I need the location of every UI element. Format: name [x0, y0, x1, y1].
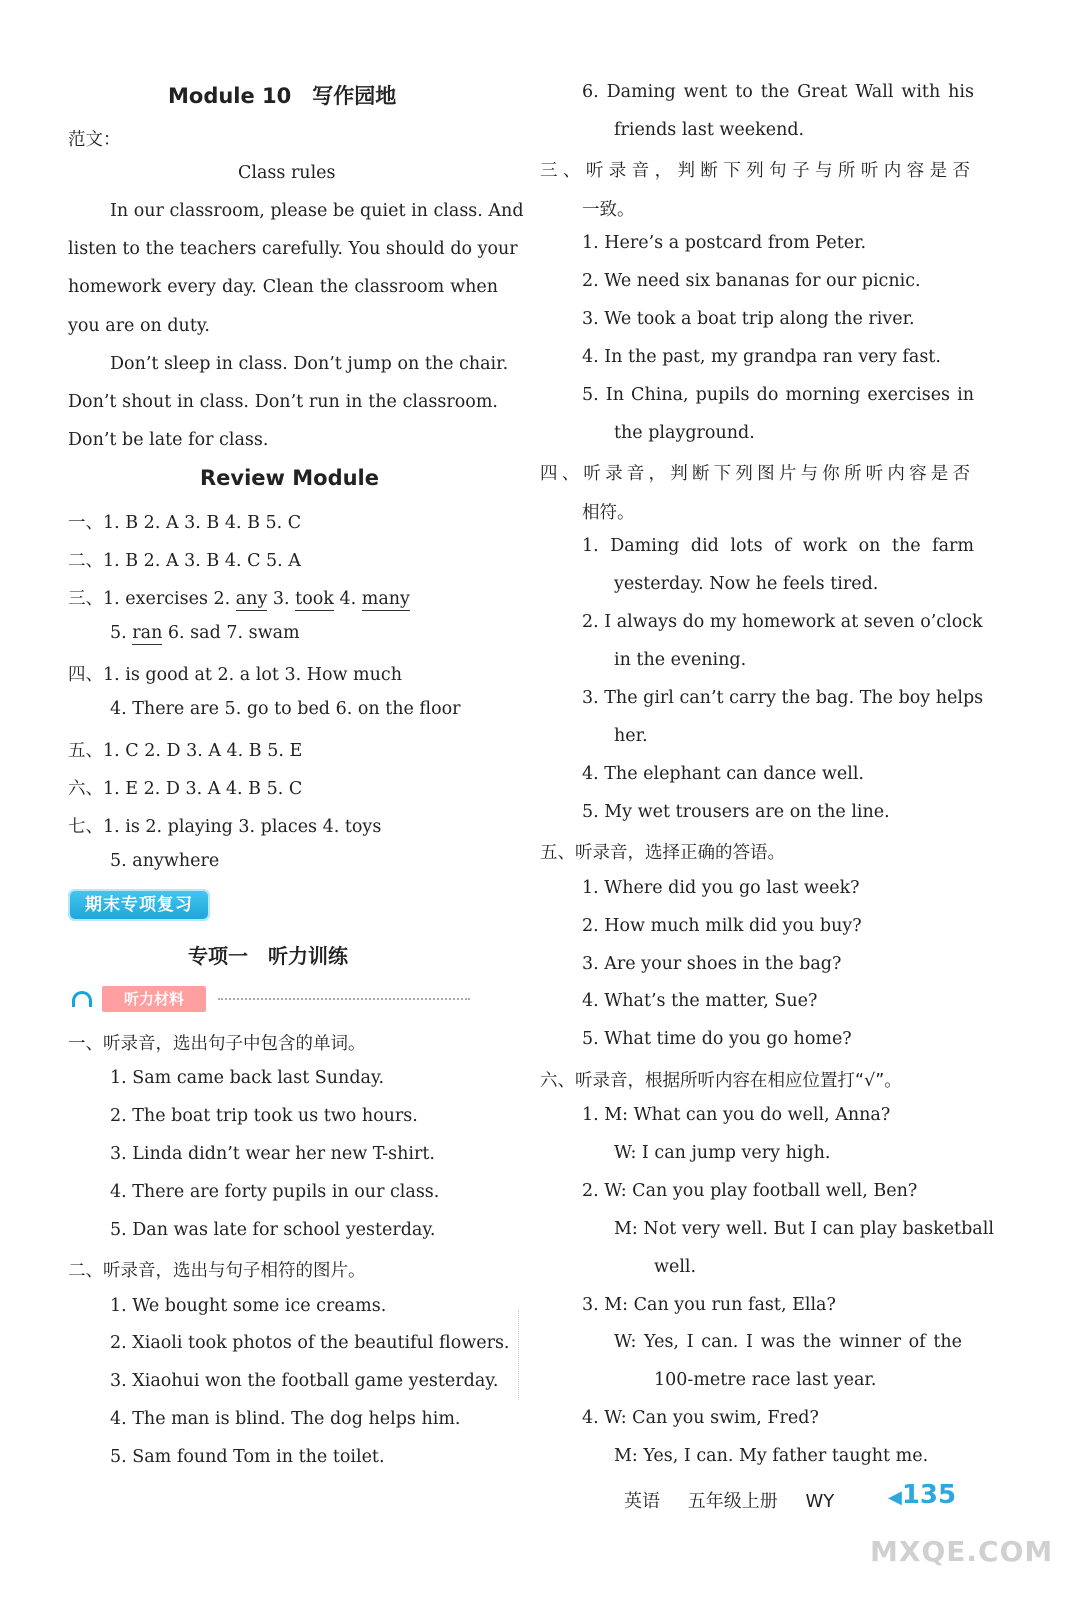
- module10-title: Module 10 写作园地: [168, 84, 397, 108]
- listen-item: 3. Xiaohui won the football game yesterday.: [110, 1371, 499, 1391]
- answer-text: 5.: [110, 623, 133, 643]
- essay-line: homework every day. Clean the classroom when: [68, 277, 498, 297]
- listen-item: 1. Sam came back last Sunday.: [110, 1068, 385, 1088]
- answer-text: 三、1. exercises 2.: [68, 589, 236, 609]
- answer-row: 5. anywhere: [110, 851, 220, 871]
- answer-row: 一、1. B 2. A 3. B 4. B 5. C: [68, 513, 302, 533]
- essay-line: Don’t sleep in class. Don’t jump on the chair.: [110, 354, 509, 374]
- listen-item: 1. We bought some ice creams.: [110, 1296, 387, 1316]
- section-heading: 五、听录音，选择正确的答语。: [540, 843, 785, 863]
- section-heading: 六、听录音，根据所听内容在相应位置打“√”。: [540, 1071, 902, 1091]
- page-number: [888, 1480, 974, 1512]
- listen-item: 2. We need six bananas for our picnic.: [582, 271, 921, 291]
- listen-item: 3. Linda didn’t wear her new T-shirt.: [110, 1144, 435, 1164]
- dialogue-line: W: Yes, I can. I was the winner of the: [614, 1332, 962, 1352]
- listen-item: 3. We took a boat trip along the river.: [582, 309, 915, 329]
- listen-item: 1. Daming did lots of work on the farm: [582, 536, 974, 556]
- dialogue-line: 1. M: What can you do well, Anna?: [582, 1105, 891, 1125]
- answer-text: 6. sad 7. swam: [162, 623, 300, 643]
- footer-subject: 英语: [624, 1491, 660, 1512]
- footer-edition: WY: [805, 1491, 835, 1512]
- dialogue-line: 100-metre race last year.: [654, 1370, 877, 1390]
- listen-item: in the evening.: [614, 650, 747, 670]
- listen-item: 6. Daming went to the Great Wall with his: [582, 82, 974, 102]
- essay-line: In our classroom, please be quiet in class. And: [110, 201, 524, 221]
- listen-item: 1. Here’s a postcard from Peter.: [582, 233, 867, 253]
- listen-item: her.: [614, 726, 648, 746]
- underlined-word: took: [295, 589, 334, 609]
- listen-item: 4. There are forty pupils in our class.: [110, 1182, 440, 1202]
- section-heading: 二、听录音，选出与句子相符的图片。: [68, 1261, 366, 1281]
- footer-grade: 五年级上册: [687, 1491, 778, 1512]
- section-heading: 相符。: [582, 503, 635, 523]
- answer-row: [68, 585, 410, 610]
- dialogue-line: M: Not very well. But I can play basketball: [614, 1219, 994, 1239]
- listen-item: 2. How much milk did you buy?: [582, 916, 862, 936]
- answer-row: 六、1. E 2. D 3. A 4. B 5. C: [68, 779, 303, 799]
- listen-item: 5. Sam found Tom in the toilet.: [110, 1447, 385, 1467]
- final-review-badge: 期末专项复习: [68, 889, 210, 921]
- underlined-word: many: [361, 589, 410, 609]
- dialogue-line: 4. W: Can you swim, Fred?: [582, 1408, 819, 1428]
- listen-item: 2. The boat trip took us two hours.: [110, 1106, 418, 1126]
- dialogue-line: well.: [654, 1257, 697, 1277]
- section-heading: 四、听录音，判断下列图片与你所听内容是否: [540, 464, 970, 484]
- section-heading: 一致。: [582, 200, 635, 220]
- model-essay-label: 范文：: [68, 130, 121, 150]
- dialogue-line: W: I can jump very high.: [614, 1143, 831, 1163]
- page-number-text: 135: [901, 1480, 957, 1510]
- underlined-word: ran: [132, 623, 163, 643]
- dotted-divider: [218, 998, 470, 1000]
- answer-row: 四、1. is good at 2. a lot 3. How much: [68, 665, 402, 685]
- essay-line: Don’t shout in class. Don’t run in the classroom.: [68, 392, 498, 412]
- dialogue-line: 3. M: Can you run fast, Ella?: [582, 1295, 836, 1315]
- listen-item: 5. In China, pupils do morning exercises in: [582, 385, 974, 405]
- section-heading: 一、听录音，选出句子中包含的单词。: [68, 1034, 366, 1054]
- answer-row: 七、1. is 2. playing 3. places 4. toys: [68, 817, 382, 837]
- essay-line: you are on duty.: [68, 316, 210, 336]
- answer-row: 二、1. B 2. A 3. B 4. C 5. A: [68, 551, 301, 571]
- section-heading: 三、听录音，判断下列句子与所听内容是否: [540, 161, 970, 181]
- listen-item: the playground.: [614, 423, 755, 443]
- dialogue-line: 2. W: Can you play football well, Ben?: [582, 1181, 918, 1201]
- answer-row: 五、1. C 2. D 3. A 4. B 5. E: [68, 741, 303, 761]
- listen-item: friends last weekend.: [614, 120, 805, 140]
- listen-item: yesterday. Now he feels tired.: [614, 574, 879, 594]
- page-footer: [624, 1487, 856, 1513]
- listen-item: 5. What time do you go home?: [582, 1029, 852, 1049]
- listen-item: 4. In the past, my grandpa ran very fast.: [582, 347, 941, 367]
- listen-item: 2. Xiaoli took photos of the beautiful flowers.: [110, 1333, 510, 1353]
- review-module-title: Review Module: [200, 466, 380, 490]
- answer-row: [110, 623, 300, 643]
- listen-item: 4. The man is blind. The dog helps him.: [110, 1409, 461, 1429]
- listening-material-tag: 听力材料: [102, 986, 206, 1012]
- listen-item: 3. Are your shoes in the bag?: [582, 954, 842, 974]
- answer-row: 4. There are 5. go to bed 6. on the floor: [110, 699, 461, 719]
- answer-text: 3.: [267, 589, 296, 609]
- listen-item: 3. The girl can’t carry the bag. The boy helps: [582, 688, 984, 708]
- essay-line: listen to the teachers carefully. You should do your: [68, 239, 518, 259]
- listen-item: 5. My wet trousers are on the line.: [582, 802, 890, 822]
- dialogue-line: M: Yes, I can. My father taught me.: [614, 1446, 929, 1466]
- answer-text: 4.: [333, 589, 362, 609]
- listen-item: 1. Where did you go last week?: [582, 878, 860, 898]
- watermark-logo: MXQE.COM: [870, 1535, 1054, 1568]
- listen-item: 2. I always do my homework at seven o’clock: [582, 612, 983, 632]
- essay-line: Don’t be late for class.: [68, 430, 269, 450]
- underlined-word: any: [235, 589, 268, 609]
- essay-title: Class rules: [238, 163, 336, 183]
- column-divider: [518, 1310, 519, 1400]
- chevron-left-icon: ◀: [888, 1487, 902, 1508]
- special-title: 专项一 听力训练: [188, 944, 348, 968]
- listen-item: 5. Dan was late for school yesterday.: [110, 1220, 436, 1240]
- listen-item: 4. The elephant can dance well.: [582, 764, 864, 784]
- headphone-icon: [72, 991, 92, 1007]
- listen-item: 4. What’s the matter, Sue?: [582, 991, 818, 1011]
